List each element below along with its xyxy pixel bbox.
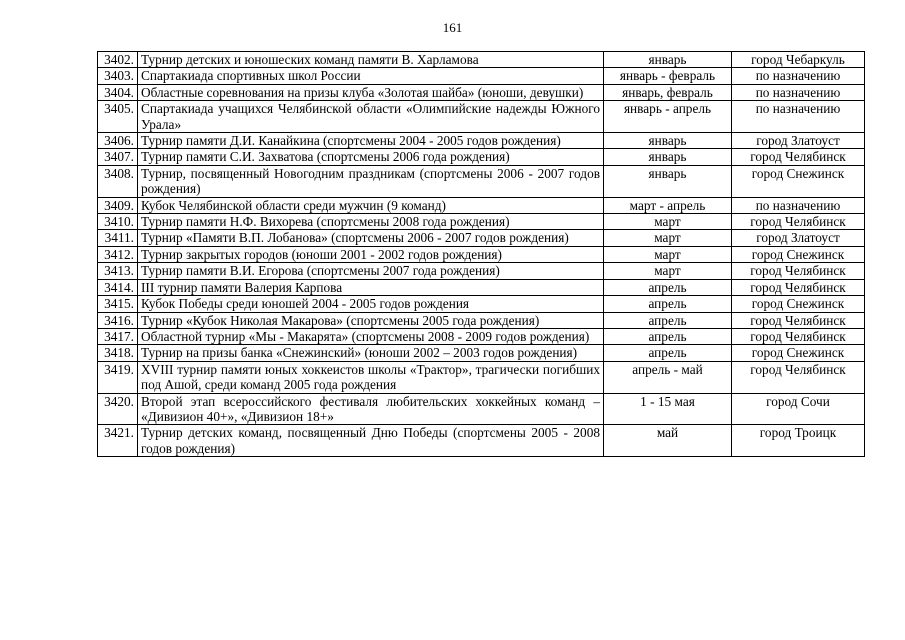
event-place: город Сочи bbox=[732, 393, 865, 425]
table-row bbox=[98, 214, 865, 230]
event-date: январь bbox=[604, 149, 732, 165]
table-row bbox=[98, 345, 865, 361]
event-number: 3414. bbox=[98, 279, 138, 295]
event-name: Областные соревнования на призы клуба «Золотая шайба» (юноши, девушки) bbox=[138, 84, 604, 100]
event-place: город Челябинск bbox=[732, 214, 865, 230]
table-row bbox=[98, 133, 865, 149]
event-place: город Челябинск bbox=[732, 279, 865, 295]
event-date: апрель - май bbox=[604, 361, 732, 393]
event-place: город Златоуст bbox=[732, 230, 865, 246]
event-number: 3415. bbox=[98, 296, 138, 312]
event-number: 3417. bbox=[98, 328, 138, 344]
event-name: Турнир «Памяти В.П. Лобанова» (спортсмены 2006 - 2007 годов рождения) bbox=[138, 230, 604, 246]
table-row bbox=[98, 197, 865, 213]
event-date: январь - февраль bbox=[604, 68, 732, 84]
event-number: 3420. bbox=[98, 393, 138, 425]
event-name: Турнир детских и юношеских команд памяти В. Харламова bbox=[138, 52, 604, 68]
table-row bbox=[98, 165, 865, 197]
event-date: март bbox=[604, 214, 732, 230]
event-place: по назначению bbox=[732, 101, 865, 133]
event-place: по назначению bbox=[732, 84, 865, 100]
event-number: 3408. bbox=[98, 165, 138, 197]
event-name: Спартакиада учащихся Челябинской области «Олимпийские надежды Южного Урала» bbox=[138, 101, 604, 133]
event-number: 3411. bbox=[98, 230, 138, 246]
event-name: Турнир «Кубок Николая Макарова» (спортсмены 2005 года рождения) bbox=[138, 312, 604, 328]
table-row bbox=[98, 149, 865, 165]
event-name: Турнир закрытых городов (юноши 2001 - 2002 годов рождения) bbox=[138, 246, 604, 262]
table-row bbox=[98, 425, 865, 457]
event-place: город Снежинск bbox=[732, 345, 865, 361]
event-date: май bbox=[604, 425, 732, 457]
event-number: 3410. bbox=[98, 214, 138, 230]
event-place: город Челябинск bbox=[732, 361, 865, 393]
event-date: апрель bbox=[604, 279, 732, 295]
event-name: Турнир памяти С.И. Захватова (спортсмены 2006 года рождения) bbox=[138, 149, 604, 165]
table-row bbox=[98, 101, 865, 133]
event-date: март bbox=[604, 263, 732, 279]
event-place: город Снежинск bbox=[732, 296, 865, 312]
event-name: Турнир памяти Н.Ф. Вихорева (спортсмены 2008 года рождения) bbox=[138, 214, 604, 230]
table-row bbox=[98, 279, 865, 295]
event-number: 3416. bbox=[98, 312, 138, 328]
event-date: январь - апрель bbox=[604, 101, 732, 133]
event-place: город Златоуст bbox=[732, 133, 865, 149]
event-number: 3409. bbox=[98, 197, 138, 213]
event-number: 3403. bbox=[98, 68, 138, 84]
event-number: 3404. bbox=[98, 84, 138, 100]
event-date: январь bbox=[604, 133, 732, 149]
event-name: Кубок Победы среди юношей 2004 - 2005 годов рождения bbox=[138, 296, 604, 312]
table-row bbox=[98, 263, 865, 279]
event-date: январь bbox=[604, 165, 732, 197]
event-name: XVIII турнир памяти юных хоккеистов школы «Трактор», трагически погибших под Ашой, среди команд 2005 года рождения bbox=[138, 361, 604, 393]
events-table bbox=[97, 51, 865, 457]
event-number: 3405. bbox=[98, 101, 138, 133]
event-place: город Снежинск bbox=[732, 246, 865, 262]
event-date: январь bbox=[604, 52, 732, 68]
table-row bbox=[98, 328, 865, 344]
event-place: город Челябинск bbox=[732, 149, 865, 165]
table-row bbox=[98, 230, 865, 246]
event-date: март bbox=[604, 246, 732, 262]
event-place: город Челябинск bbox=[732, 263, 865, 279]
event-date: апрель bbox=[604, 345, 732, 361]
event-date: апрель bbox=[604, 328, 732, 344]
event-number: 3418. bbox=[98, 345, 138, 361]
event-number: 3402. bbox=[98, 52, 138, 68]
event-date: 1 - 15 мая bbox=[604, 393, 732, 425]
event-place: по назначению bbox=[732, 68, 865, 84]
event-name: Турнир на призы банка «Снежинский» (юноши 2002 – 2003 годов рождения) bbox=[138, 345, 604, 361]
event-date: март bbox=[604, 230, 732, 246]
event-name: Областной турнир «Мы - Макарята» (спортсмены 2008 - 2009 годов рождения) bbox=[138, 328, 604, 344]
event-number: 3421. bbox=[98, 425, 138, 457]
event-number: 3419. bbox=[98, 361, 138, 393]
event-name: Турнир, посвященный Новогодним праздникам (спортсмены 2006 - 2007 годов рождения) bbox=[138, 165, 604, 197]
event-name: Спартакиада спортивных школ России bbox=[138, 68, 604, 84]
event-place: город Снежинск bbox=[732, 165, 865, 197]
event-number: 3406. bbox=[98, 133, 138, 149]
event-place: город Чебаркуль bbox=[732, 52, 865, 68]
event-name: Кубок Челябинской области среди мужчин (9 команд) bbox=[138, 197, 604, 213]
event-date: январь, февраль bbox=[604, 84, 732, 100]
event-place: город Челябинск bbox=[732, 328, 865, 344]
event-name: Турнир памяти В.И. Егорова (спортсмены 2007 года рождения) bbox=[138, 263, 604, 279]
table-row bbox=[98, 52, 865, 68]
table-row bbox=[98, 68, 865, 84]
event-date: апрель bbox=[604, 296, 732, 312]
event-place: город Челябинск bbox=[732, 312, 865, 328]
event-name: Второй этап всероссийского фестиваля любительских хоккейных команд – «Дивизион 40+», «Дивизион 18+» bbox=[138, 393, 604, 425]
event-number: 3407. bbox=[98, 149, 138, 165]
events-table-body bbox=[98, 52, 865, 457]
event-place: город Троицк bbox=[732, 425, 865, 457]
event-name: Турнир детских команд, посвященный Дню Победы (спортсмены 2005 - 2008 годов рождения) bbox=[138, 425, 604, 457]
event-place: по назначению bbox=[732, 197, 865, 213]
event-name: III турнир памяти Валерия Карпова bbox=[138, 279, 604, 295]
event-date: март - апрель bbox=[604, 197, 732, 213]
table-row bbox=[98, 296, 865, 312]
table-row bbox=[98, 84, 865, 100]
page-number: 161 bbox=[442, 20, 463, 35]
table-row bbox=[98, 246, 865, 262]
table-row bbox=[98, 312, 865, 328]
event-number: 3413. bbox=[98, 263, 138, 279]
table-row bbox=[98, 361, 865, 393]
table-row bbox=[98, 393, 865, 425]
event-number: 3412. bbox=[98, 246, 138, 262]
event-date: апрель bbox=[604, 312, 732, 328]
event-name: Турнир памяти Д.И. Канайкина (спортсмены 2004 - 2005 годов рождения) bbox=[138, 133, 604, 149]
